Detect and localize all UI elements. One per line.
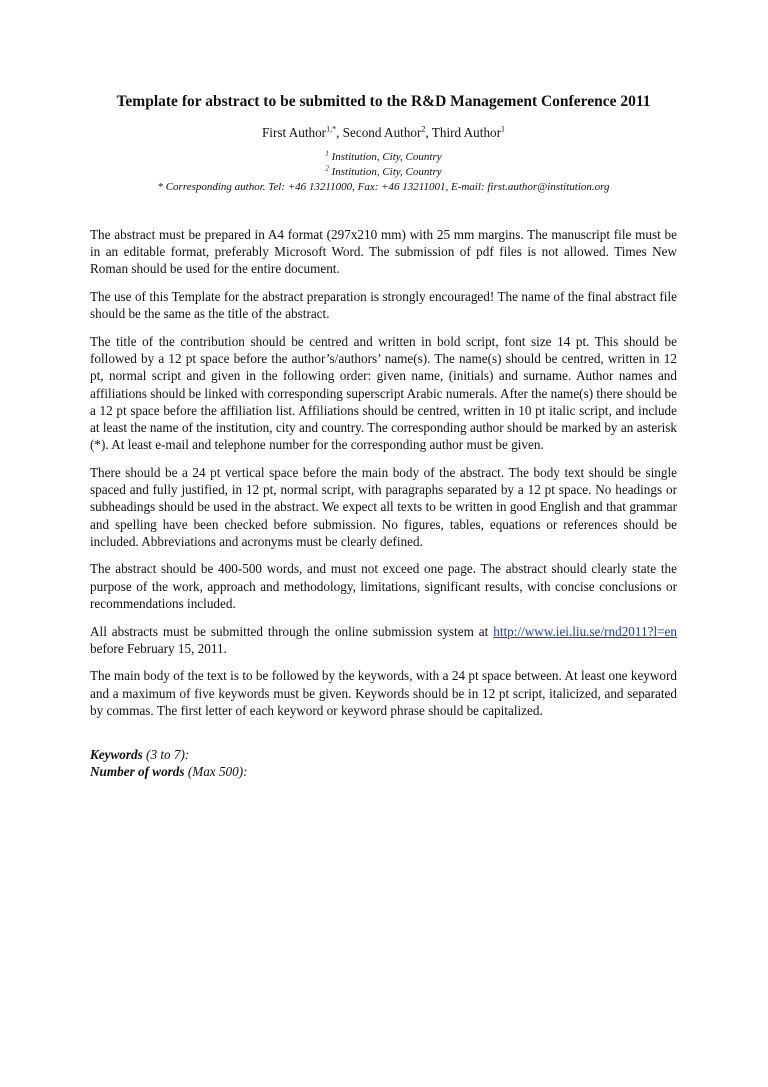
document-page	[90, 92, 677, 780]
author-superscript: 1	[501, 124, 506, 134]
affiliation	[90, 165, 677, 180]
affiliation-superscript: 2	[325, 164, 329, 173]
author-name: First Author	[261, 125, 327, 140]
body-paragraph: There should be a 24 pt vertical space before the main body of the abstract. The body text should be single spaced and fully justified, in 12 pt, normal script, with paragraphs separated by a 12 pt space. No headings or subheadings should be used in the abstract. We expect all texts to be written in good English and that grammar and spelling have been checked before submission. No figures, tables, equations or references should be included. Abbreviations and acronyms must be clearly defined.	[90, 464, 677, 549]
author-superscript: 2	[421, 124, 426, 134]
body-paragraph: The use of this Template for the abstract preparation is strongly encouraged! The name of the final abstract file should be the same as the title of the abstract.	[90, 289, 677, 322]
body-paragraph: The abstract should be 400-500 words, and must not exceed one page. The abstract should clearly state the purpose of the work, approach and methodology, limitations, significant results, with concise conclusions or recommendations included.	[90, 561, 677, 611]
keywords-label: Keywords	[90, 747, 143, 763]
body-paragraph: The abstract must be prepared in A4 format (297x210 mm) with 25 mm margins. The manuscript file must be in an editable format, preferably Microsoft Word. The submission of pdf files is not allowed. Times New Roman should be used for the entire document.	[90, 227, 677, 277]
submission-text: All abstracts must be submitted through the online submission system at	[90, 623, 494, 639]
affiliation-superscript: 1	[325, 149, 329, 158]
submission-link[interactable]: http://www.iei.liu.se/rnd2011?l=en	[493, 623, 677, 639]
abstract-body	[90, 226, 677, 719]
author-name: Third Author	[431, 125, 502, 140]
author-separator: ,	[336, 125, 343, 140]
author-list	[90, 124, 677, 141]
corresponding-author-note: * Corresponding author. Tel: +46 13211000, Fax: +46 13211001, E-mail: first.author@institution.org	[157, 181, 610, 193]
keywords-line	[90, 746, 677, 763]
affiliation-text: Institution, City, Country	[331, 166, 442, 178]
body-paragraph: The main body of the text is to be followed by the keywords, with a 24 pt space between. At least one keyword and a maximum of five keywords must be given. Keywords should be in 12 pt script, italicized, and separated by commas. The first letter of each keyword or keyword phrase should be capitalized.	[90, 668, 677, 718]
word-count-label: Number of words	[90, 764, 185, 780]
author-name: Second Author	[342, 125, 422, 140]
submission-deadline-text: before February 15, 2011.	[90, 640, 227, 656]
keywords-section	[90, 746, 677, 780]
document-title: Template for abstract to be submitted to the R&D Management Conference 2011	[116, 93, 651, 110]
author-separator: ,	[425, 125, 432, 140]
word-count-line	[90, 763, 677, 780]
affiliation-text: Institution, City, Country	[331, 151, 442, 163]
submission-paragraph	[90, 623, 677, 657]
word-count-note: (Max 500):	[184, 764, 248, 780]
keywords-note: (3 to 7):	[142, 747, 190, 763]
author-superscript: 1,*	[326, 124, 337, 134]
affiliation	[90, 150, 677, 165]
body-paragraph: The title of the contribution should be centred and written in bold script, font size 14 pt. This should be followed by a 12 pt space before the author’s/authors’ name(s). The name(s) should be centred, written in 12 pt, normal script and given in the following order: given name, (initials) and surname. Author names and affiliations should be linked with corresponding superscript Arabic numerals. After the name(s) there should be a 12 pt space before the affiliation list. Affiliations should be centred, written in 10 pt italic script, and include at least the name of the institution, city and country. The corresponding author should be marked by an asterisk (*). At least e-mail and telephone number for the corresponding author must be given.	[90, 334, 677, 453]
